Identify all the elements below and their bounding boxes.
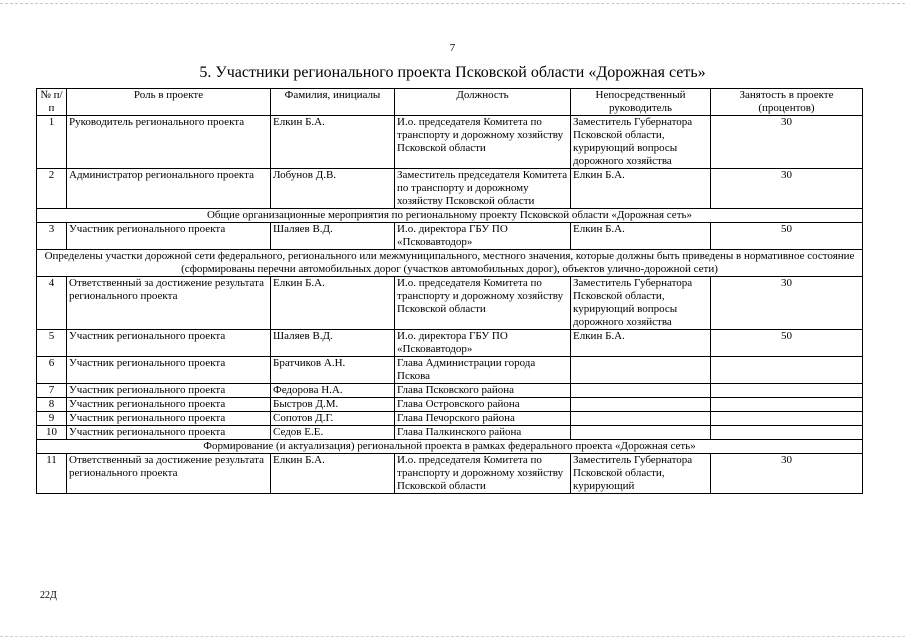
row-supervisor: Заместитель Губернатора Псковской области, курирующий вопросы дорожного хозяйства xyxy=(571,116,711,169)
row-num: 4 xyxy=(37,277,67,330)
row-num: 11 xyxy=(37,454,67,494)
header-position: Должность xyxy=(395,89,571,116)
row-name: Шаляев В.Д. xyxy=(271,330,395,357)
row-position: Глава Печорского района xyxy=(395,412,571,426)
scan-artifact-top xyxy=(0,3,905,5)
row-role: Участник регионального проекта xyxy=(67,398,271,412)
row-position: Глава Островского района xyxy=(395,398,571,412)
row-name: Елкин Б.А. xyxy=(271,454,395,494)
table-row xyxy=(37,426,863,440)
row-num: 9 xyxy=(37,412,67,426)
row-role: Администратор регионального проекта xyxy=(67,169,271,209)
row-role: Участник регионального проекта xyxy=(67,357,271,384)
section-row xyxy=(37,440,863,454)
row-position: Глава Палкинского района xyxy=(395,426,571,440)
row-name: Быстров Д.М. xyxy=(271,398,395,412)
row-employment: 30 xyxy=(711,277,863,330)
row-position: Заместитель председателя Комитета по транспорту и дорожному хозяйству Псковской области xyxy=(395,169,571,209)
row-name: Лобунов Д.В. xyxy=(271,169,395,209)
row-role: Участник регионального проекта xyxy=(67,384,271,398)
row-supervisor xyxy=(571,384,711,398)
section-row xyxy=(37,250,863,277)
row-position: И.о. директора ГБУ ПО «Псковавтодор» xyxy=(395,223,571,250)
row-num: 5 xyxy=(37,330,67,357)
row-position: И.о. председателя Комитета по транспорту и дорожному хозяйству Псковской области xyxy=(395,454,571,494)
row-role: Участник регионального проекта xyxy=(67,426,271,440)
table-row xyxy=(37,116,863,169)
row-name: Седов Е.Е. xyxy=(271,426,395,440)
row-employment: 50 xyxy=(711,330,863,357)
header-name: Фамилия, инициалы xyxy=(271,89,395,116)
row-name: Елкин Б.А. xyxy=(271,277,395,330)
footer-code: 22Д xyxy=(40,590,57,601)
table-row xyxy=(37,169,863,209)
row-supervisor: Заместитель Губернатора Псковской области, курирующий вопросы дорожного хозяйства xyxy=(571,277,711,330)
participants-table xyxy=(36,88,863,494)
row-name: Елкин Б.А. xyxy=(271,116,395,169)
table-row xyxy=(37,330,863,357)
row-employment xyxy=(711,412,863,426)
row-employment: 30 xyxy=(711,169,863,209)
page-title: 5. Участники регионального проекта Псковской области «Дорожная сеть» xyxy=(199,64,706,81)
row-supervisor xyxy=(571,398,711,412)
section-heading: Определены участки дорожной сети федерального, регионального или межмуниципального, местного значения, которые должны быть приведены в нормативное состояние (сформированы перечни автомобильных дорог (участков автомобильных дорог), объектов улично-дорожной сети) xyxy=(37,250,863,277)
table-row xyxy=(37,454,863,494)
table-row xyxy=(37,398,863,412)
row-num: 1 xyxy=(37,116,67,169)
table-row xyxy=(37,412,863,426)
row-role: Руководитель регионального проекта xyxy=(67,116,271,169)
row-employment: 30 xyxy=(711,454,863,494)
row-role: Участник регионального проекта xyxy=(67,412,271,426)
header-supervisor: Непосредственный руководитель xyxy=(571,89,711,116)
row-employment xyxy=(711,398,863,412)
row-employment: 50 xyxy=(711,223,863,250)
row-employment: 30 xyxy=(711,116,863,169)
row-position: Глава Псковского района xyxy=(395,384,571,398)
table-row xyxy=(37,384,863,398)
row-supervisor xyxy=(571,357,711,384)
row-num: 10 xyxy=(37,426,67,440)
row-num: 8 xyxy=(37,398,67,412)
section-heading: Формирование (и актуализация) региональной проекта в рамках федерального проекта «Дорожная сеть» xyxy=(37,440,863,454)
row-num: 2 xyxy=(37,169,67,209)
row-name: Братчиков А.Н. xyxy=(271,357,395,384)
header-num: № п/п xyxy=(37,89,67,116)
header-role: Роль в проекте xyxy=(67,89,271,116)
row-supervisor xyxy=(571,426,711,440)
row-position: И.о. председателя Комитета по транспорту и дорожному хозяйству Псковской области xyxy=(395,116,571,169)
row-supervisor: Елкин Б.А. xyxy=(571,169,711,209)
row-employment xyxy=(711,384,863,398)
table-row xyxy=(37,223,863,250)
row-position: И.о. директора ГБУ ПО «Псковавтодор» xyxy=(395,330,571,357)
row-role: Ответственный за достижение результата регионального проекта xyxy=(67,277,271,330)
row-name: Федорова Н.А. xyxy=(271,384,395,398)
header-employment: Занятость в проекте (процентов) xyxy=(711,89,863,116)
row-employment xyxy=(711,357,863,384)
row-supervisor: Елкин Б.А. xyxy=(571,223,711,250)
scan-artifact-bottom xyxy=(0,636,905,638)
table-row xyxy=(37,357,863,384)
row-role: Участник регионального проекта xyxy=(67,330,271,357)
row-employment xyxy=(711,426,863,440)
table-header-row xyxy=(37,89,863,116)
row-supervisor: Заместитель Губернатора Псковской области, курирующий xyxy=(571,454,711,494)
page-number: 7 xyxy=(449,42,456,54)
row-supervisor: Елкин Б.А. xyxy=(571,330,711,357)
section-row xyxy=(37,209,863,223)
row-num: 6 xyxy=(37,357,67,384)
row-position: Глава Администрации города Пскова xyxy=(395,357,571,384)
table-row xyxy=(37,277,863,330)
row-position: И.о. председателя Комитета по транспорту и дорожному хозяйству Псковской области xyxy=(395,277,571,330)
section-heading: Общие организационные мероприятия по региональному проекту Псковской области «Дорожная сеть» xyxy=(37,209,863,223)
row-role: Ответственный за достижение результата регионального проекта xyxy=(67,454,271,494)
row-num: 7 xyxy=(37,384,67,398)
row-supervisor xyxy=(571,412,711,426)
row-name: Сопотов Д.Г. xyxy=(271,412,395,426)
row-num: 3 xyxy=(37,223,67,250)
row-role: Участник регионального проекта xyxy=(67,223,271,250)
row-name: Шаляев В.Д. xyxy=(271,223,395,250)
